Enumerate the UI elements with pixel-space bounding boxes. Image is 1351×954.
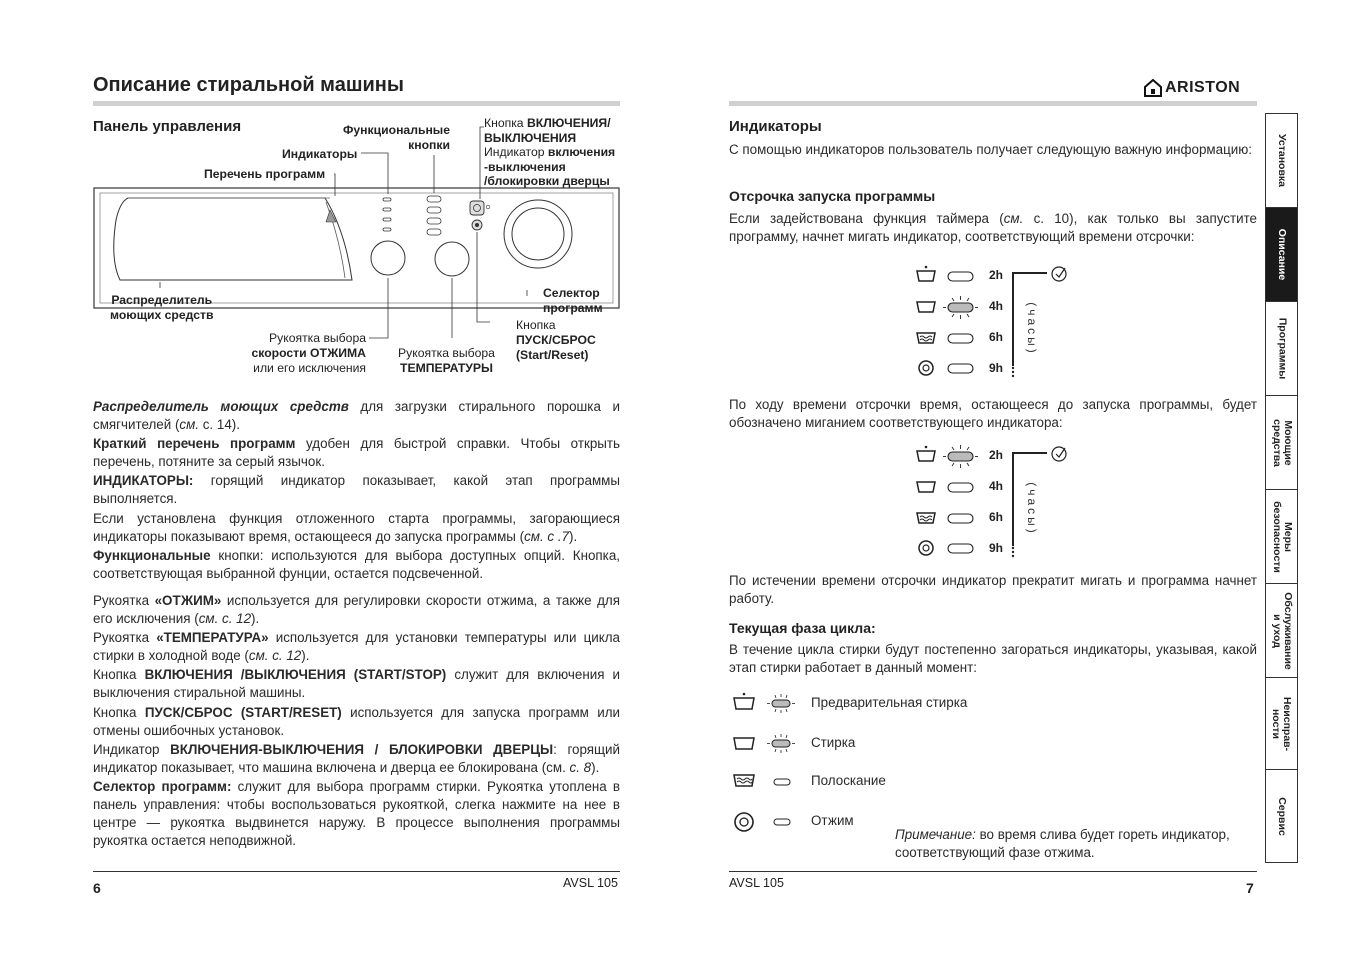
countdown-text: По ходу времени отсрочки время, остающееся до запуска программы, будет обозначено миганием соответствующего индикатора: [729,397,1257,431]
tab-programs[interactable]: Программы [1266,302,1297,396]
phase-title: Текущая фаза цикла: [729,620,876,636]
paragraph-function-buttons: Функциональные кнопки: используются для выбора доступных опций. Кнопка, соответствующая выбранной фунции, остается подсвеченной. [93,547,620,581]
left-body-text [93,398,620,851]
end-text: По истечении времени отсрочки индикатор прекратит мигать и программа начнет работу. [729,573,1257,607]
paragraph-spin: Рукоятка «ОТЖИМ» используется для регулировки скорости отжима, а также для его исключения (см. с. 12). [93,592,620,627]
label-power-button: Кнопка ВКЛЮЧЕНИЯ/ ВЫКЛЮЧЕНИЯ Индикатор включения -выключения /блокировки дверцы [484,116,616,188]
phase-text: В течение цикла стирки будут постепенно загораться индикаторы, указывая, какой этап стирки работает в данный момент: [729,642,1257,676]
tab-description[interactable]: Описание [1266,208,1297,302]
section-title: Панель управления [93,118,242,135]
label-indicators: Индикаторы [282,147,358,161]
section-tabs [1265,113,1298,863]
tab-installation[interactable]: Установка [1266,114,1297,208]
phase-spin: Отжим [811,813,854,828]
label-start-reset: Кнопка ПУСК/СБРОС (Start/Reset) [516,318,596,362]
model-name-right: AVSL 105 [729,876,784,890]
label-dispenser: Распределитель моющих средств [110,293,214,322]
page-number: 6 [93,880,101,896]
paragraph-start-stop: Кнопка ВКЛЮЧЕНИЯ /ВЫКЛЮЧЕНИЯ (START/STOP) служит для включения и выключения стиральной машины. [93,667,621,701]
right-footer-rule [729,871,1257,872]
label-function-buttons: Функциональные кнопки [343,123,450,152]
paragraph-start-reset: Кнопка ПУСК/СБРОС (START/RESET) используется для запуска программ или отмены ошибочных установок. [93,704,620,738]
model-name: AVSL 105 [563,876,618,890]
label-temperature-knob: Рукоятка выбора ТЕМПЕРАТУРЫ [398,346,495,375]
tab-maintenance[interactable]: Обслуживание и уход [1266,584,1297,678]
note-text: Примечание: во время слива будет гореть индикатор, соответствующий фазе отжима. [895,827,1230,861]
label-program-selector: Селектор программ [543,286,603,315]
label-spin-knob: Рукоятка выбора скорости ОТЖИМА или его исключения [251,331,366,375]
delay-diagram-1: 2h 4h 6h 9h (часы) [910,262,1080,382]
left-footer-rule [93,871,620,872]
tab-safety[interactable]: Меры безопасности [1266,490,1297,584]
paragraph-temperature: Рукоятка «ТЕМПЕРАТУРА» используется для установки температуры или цикла стирки в холодной воде (см. с. 12). [93,630,620,664]
delay-text: Если задействована функция таймера (см. с. 10), как только вы запустите программу, начнет мигать индикатор, соответствующий времени отсрочки: [729,211,1257,245]
delay-title: Отсрочка запуска программы [729,188,936,204]
indicators-intro: С помощью индикаторов пользователь получает следующую важную информацию: [729,142,1252,157]
phase-prewash: Предварительная стирка [811,695,968,710]
label-program-list: Перечень программ [204,167,326,181]
paragraph-indicators: ИНДИКАТОРЫ: горящий индикатор показывает, какой этап программы выполняется. [93,473,620,507]
right-title-rule [729,101,1257,106]
paragraph-delay: Если установлена функция отложенного старта программы, загорающиеся индикаторы показывают время, остающееся до запуска программы (см. с .7). [93,510,620,544]
page-title: Описание стиральной машины [93,74,404,96]
tab-service[interactable]: Сервис [1276,796,1288,836]
paragraph-door-lock: Индикатор ВКЛЮЧЕНИЯ-ВЫКЛЮЧЕНИЯ / БЛОКИРОВКИ ДВЕРЦЫ: горящий индикатор показывает, что машина включена и дверца ее блокирована (см. с. 8). [93,741,621,775]
page-number-right: 7 [1246,880,1254,896]
delay-diagram-2: 2h 4h 6h 9h (часы) [910,442,1080,562]
indicators-title: Индикаторы [729,118,822,135]
phase-wash: Стирка [811,735,856,750]
paragraph-program-list: Краткий перечень программ удобен для быстрой справки. Чтобы открыть перечень, потяните за серый язычок. [93,436,621,470]
paragraph-selector: Селектор программ: служит для выбора программ стирки. Рукоятка утоплена в панель управления: чтобы воспользоваться рукояткой, слегка нажмите на нее в центре — рукоятка выдвинется наружу. В процессе выполнения программы рукоятка остается неподвижной. [93,778,620,849]
phase-rinse: Полоскание [811,773,886,788]
tab-troubleshooting[interactable]: Неисправ- ности [1266,678,1297,770]
paragraph-dispenser: Распределитель моющих средств для загрузки стирального порошка и смягчителей (см. с. 14). [93,399,620,433]
brand-logo: ARISTON [1144,79,1240,97]
ariston-house-icon [1144,79,1162,97]
phase-icons [729,690,809,840]
title-rule [93,101,620,106]
tab-detergents[interactable]: Моющие средства [1266,396,1297,490]
